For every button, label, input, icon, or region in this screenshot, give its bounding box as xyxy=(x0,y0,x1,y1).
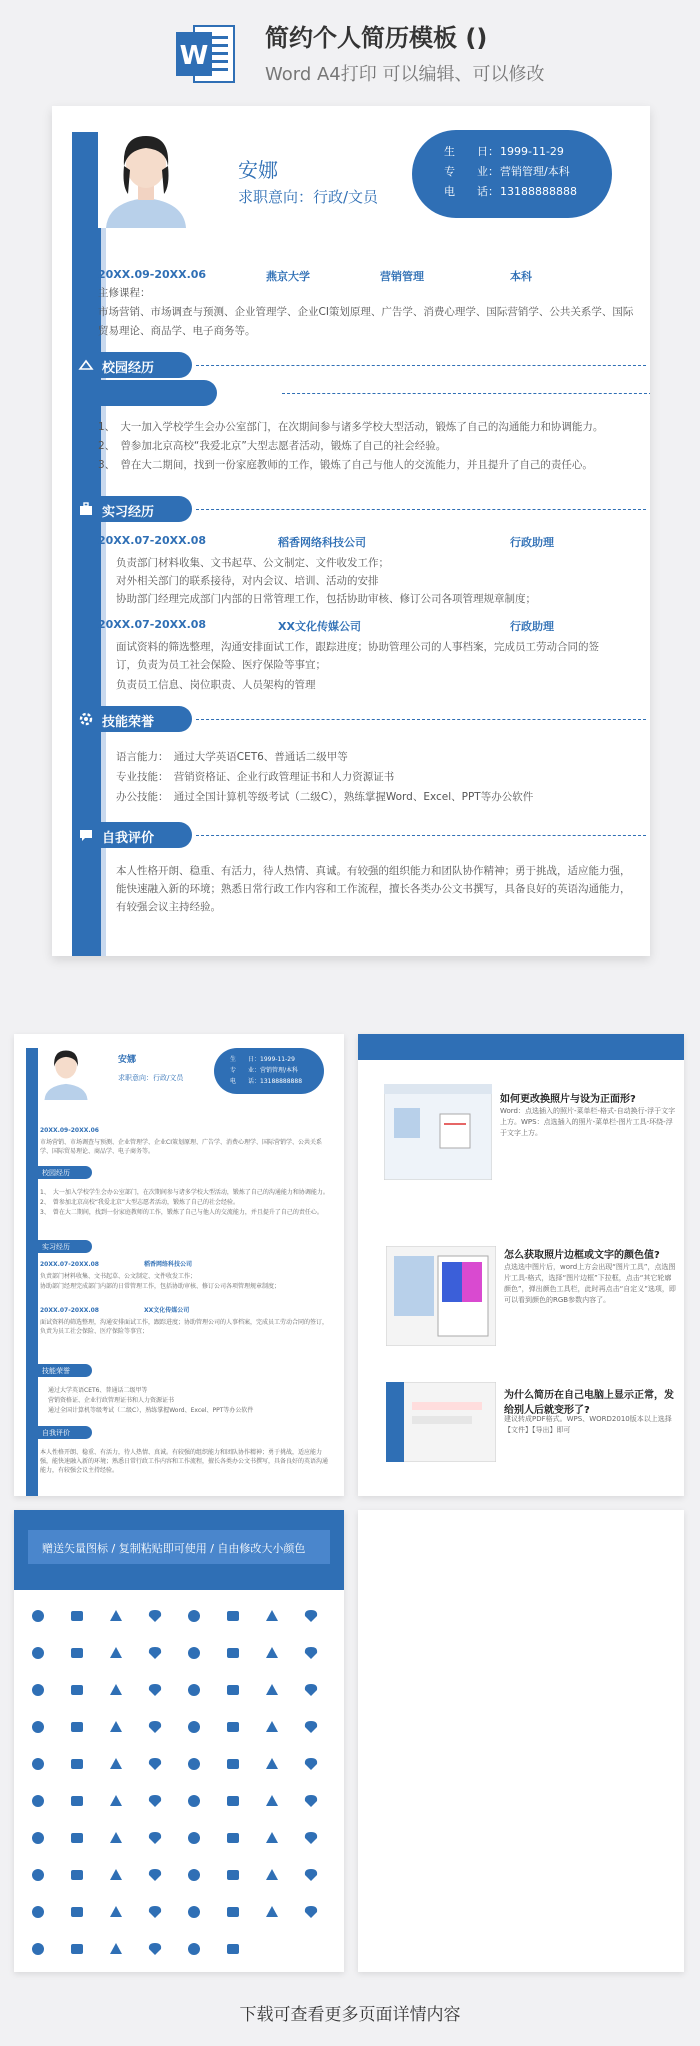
section-internship-header: 实习经历 xyxy=(72,496,192,522)
job-duty: 面试资料的筛选整理，沟通安排面试工作，跟踪进度；协助管理公司的人事档案，完成员工劳动合同的签订，负责为员工社会保险、医疗保险等事宜； xyxy=(116,641,599,671)
vector-icon xyxy=(110,1943,122,1954)
vector-icon xyxy=(149,1795,161,1807)
vector-icon xyxy=(32,1758,44,1770)
mini-job-company: XX文化传媒公司 xyxy=(144,1307,190,1314)
mini-job-duty: 协助部门经理完成部门内部的日常管理工作，包括协助审核、修订公司各项管理规章制度； xyxy=(40,1283,281,1290)
vector-icon xyxy=(188,1721,200,1733)
vector-icon xyxy=(188,1684,200,1696)
job-duty: 负责员工信息、岗位职责、人员架构的管理 xyxy=(116,679,316,691)
mini-info-box: 生 日：1999-11-29 专 业：营销管理/本科 电 话：13188888888 xyxy=(214,1048,324,1094)
tip2-title: 怎么获取照片边框或文字的颜色值? xyxy=(504,1250,660,1261)
vector-icon xyxy=(149,1721,161,1733)
tip1-body: Word：点选插入的照片-菜单栏-格式-自动换行-浮于文字上方。WPS：点选插入的照片-菜单栏-图片工具-环绕-浮于文字上方。 xyxy=(500,1107,676,1137)
vector-icon xyxy=(110,1906,122,1917)
thumbnail-icons xyxy=(14,1510,344,1972)
mini-self-eval: 本人性格开朗、稳重、有活力，待人热情、真诚。有较强的组织能力和团队协作精神；勇于挑战，适应能力强，能快速融入新的环境；熟悉日常行政工作内容和工作流程，擅长各类办公文书撰写，具备良好的英语沟通能力，有较强会议主持经验。 xyxy=(40,1449,329,1474)
vector-icon xyxy=(188,1832,200,1844)
vector-icon xyxy=(149,1832,161,1844)
vector-icon xyxy=(188,1647,200,1659)
vector-icon xyxy=(305,1684,317,1696)
vector-icon xyxy=(305,1721,317,1733)
vector-icon xyxy=(227,1870,239,1880)
svg-text:W: W xyxy=(179,41,209,71)
vector-icon xyxy=(110,1721,122,1732)
tip2-body: 点选选中图片后，word上方会出现“图片工具”，点选图片工具-格式，选择“图片边框”下拉框，点击“其它轮廓颜色”，弹出颜色工具栏，此时再点击“自定义”选项，即可以看到颜色的RGB参数内容了。 xyxy=(504,1263,676,1304)
section-skills-header: 技能荣誉 xyxy=(72,706,192,732)
vector-icon xyxy=(71,1870,83,1880)
vector-icon xyxy=(188,1610,200,1622)
tip2-screenshot xyxy=(386,1246,496,1346)
mini-name: 安娜 xyxy=(118,1055,137,1065)
campus-item: 1、 大一加入学校学生会办公室部门，在次期间参与诸多学校大型活动，锻炼了自己的沟通能力和协调能力。 xyxy=(98,421,604,433)
mini-job-duty: 面试资料的筛选整理，沟通安排面试工作，跟踪进度；协助管理公司的人事档案，完成员工劳动合同的签订，负责为员工社会保险、医疗保险等事宜； xyxy=(40,1319,329,1335)
mini-job-duty: 负责部门材料收集、文书起草、公文制定、文件收发工作； xyxy=(40,1273,197,1280)
personal-info-box xyxy=(412,130,612,218)
section-skills xyxy=(72,706,650,732)
skill-item: 专业技能： 营销资格证、企业行政管理证书和人力资源证书 xyxy=(116,771,395,783)
job-duty: 对外相关部门的联系接待，对内会议、培训、活动的安排 xyxy=(116,575,379,587)
vector-icon xyxy=(305,1795,317,1807)
vector-icon xyxy=(110,1610,122,1621)
vector-icon xyxy=(266,1647,278,1658)
vector-icon xyxy=(32,1610,44,1622)
vector-icon xyxy=(71,1648,83,1658)
campus-item: 2、 曾参加北京高校“我爱北京”大型志愿者活动，锻炼了自己的社会经验。 xyxy=(98,440,447,452)
campus-sub-bar xyxy=(72,380,217,406)
vector-icon xyxy=(32,1832,44,1844)
vector-icon xyxy=(71,1759,83,1769)
vector-icon xyxy=(227,1722,239,1732)
vector-icon xyxy=(305,1869,317,1881)
info-birthday: 生 日：1999-11-29 xyxy=(444,145,564,158)
section-divider-2 xyxy=(282,393,650,394)
vector-icon xyxy=(227,1611,239,1621)
tip3-title: 为什么简历在自己电脑上显示正常，发给别人后就变形了? xyxy=(504,1390,674,1416)
vector-icon xyxy=(110,1684,122,1695)
vector-icon xyxy=(227,1944,239,1954)
vector-icon xyxy=(305,1906,317,1918)
job-period: 20XX.07-20XX.08 xyxy=(98,534,207,547)
edu-courses: 主修课程： 市场营销、市场调查与预测、企业管理学、企业CI策划原理、广告学、消费心理学、国际营销学、公共关系学、国际贸易理论、商品学、电子商务等。 xyxy=(98,287,634,337)
mini-campus-item: 1、 大一加入学校学生会办公室部门，在次期间参与诸多学校大型活动，锻炼了自己的沟通能力和协调能力。 xyxy=(40,1189,329,1196)
vector-icon xyxy=(71,1611,83,1621)
job-role: 行政助理 xyxy=(510,536,554,549)
mini-job-company: 稻香网络科技公司 xyxy=(144,1261,193,1268)
vector-icon xyxy=(32,1647,44,1659)
section-divider xyxy=(196,509,646,510)
vector-icon xyxy=(266,1869,278,1880)
banner-title: 简约个人简历模板 () xyxy=(265,24,488,52)
vector-icon xyxy=(188,1943,200,1955)
vector-icon xyxy=(305,1832,317,1844)
mini-skill-item: 通过全国计算机等级考试（二级C），熟练掌握Word、Excel、PPT等办公软件 xyxy=(48,1407,254,1414)
vector-icon xyxy=(110,1869,122,1880)
mini-section-internship: 实习经历 xyxy=(26,1240,92,1253)
section-campus-header: 校园经历 xyxy=(72,352,192,378)
mini-campus-item: 2、 曾参加北京高校“我爱北京”大型志愿者活动，锻炼了自己的社会经验。 xyxy=(40,1199,240,1206)
mini-edu-courses: 市场营销、市场调查与预测、企业管理学、企业CI策划原理、广告学、消费心理学、国际营销学、公共关系学、国际贸易理论、商品学、电子商务等。 xyxy=(40,1139,322,1155)
vector-icon xyxy=(71,1944,83,1954)
candidate-name: 安娜 xyxy=(238,158,278,182)
vector-icon xyxy=(266,1610,278,1621)
mini-campus-item: 3、 曾在大二期间，找到一份家庭教师的工作，锻炼了自己与他人的交流能力，并且提升了自己的责任心。 xyxy=(40,1209,323,1216)
vector-icon xyxy=(110,1795,122,1806)
mini-edu-period: 20XX.09-20XX.06 xyxy=(40,1127,99,1134)
banner-subtitle: Word A4打印 可以编辑、可以修改 xyxy=(265,64,545,85)
thumbnail-blank xyxy=(358,1510,684,1972)
vector-icon xyxy=(32,1943,44,1955)
vector-icon xyxy=(149,1758,161,1770)
tip1-screenshot xyxy=(384,1084,492,1180)
section-internship xyxy=(72,496,650,522)
job-role: 行政助理 xyxy=(510,620,554,633)
icons-header-title: 赠送矢量图标 / 复制粘贴即可使用 / 自由修改大小颜色 xyxy=(28,1530,330,1564)
job-duty: 负责部门材料收集、文书起草、公文制定、文件收发工作； xyxy=(116,557,389,569)
vector-icon xyxy=(188,1758,200,1770)
vector-icon xyxy=(71,1796,83,1806)
self-eval-text: 本人性格开朗、稳重、有活力，待人热情、真诚。有较强的组织能力和团队协作精神；勇于挑战，适应能力强，能快速融入新的环境；熟悉日常行政工作内容和工作流程，擅长各类办公文书撰写，具备良好的英语沟通能力，有较强会议主持经验。 xyxy=(116,865,631,913)
vector-icon xyxy=(266,1758,278,1769)
footer-note: 下载可查看更多页面详情内容 xyxy=(239,2005,461,2025)
vector-icon xyxy=(32,1869,44,1881)
thumbnail-tips xyxy=(358,1034,684,1496)
vector-icon xyxy=(32,1906,44,1918)
edu-major: 营销管理 xyxy=(380,270,424,283)
vector-icon xyxy=(71,1907,83,1917)
skill-item: 语言能力： 通过大学英语CET6、普通话二级甲等 xyxy=(116,751,348,763)
edu-school: 燕京大学 xyxy=(266,270,310,283)
section-divider xyxy=(196,719,646,720)
vector-icon xyxy=(305,1647,317,1659)
skill-item: 办公技能： 通过全国计算机等级考试（二级C），熟练掌握Word、Excel、PPT等办公软件 xyxy=(116,791,534,803)
vector-icon xyxy=(266,1832,278,1843)
icon-grid xyxy=(24,1602,334,1962)
vector-icon xyxy=(227,1759,239,1769)
vector-icon xyxy=(305,1610,317,1622)
vector-icon xyxy=(227,1685,239,1695)
vector-icon xyxy=(110,1758,122,1769)
vector-icon xyxy=(266,1721,278,1732)
tip3-screenshot xyxy=(386,1382,496,1462)
thumbnail-resume xyxy=(14,1034,344,1496)
edu-period: 20XX.09-20XX.06 xyxy=(98,268,207,281)
vector-icon xyxy=(149,1647,161,1659)
vector-icon xyxy=(71,1833,83,1843)
job-company: XX文化传媒公司 xyxy=(278,620,361,633)
mini-job-period: 20XX.07-20XX.08 xyxy=(40,1261,99,1268)
job-intent: 求职意向：行政/文员 xyxy=(238,188,379,206)
vector-icon xyxy=(188,1795,200,1807)
job-duty: 协助部门经理完成部门内部的日常管理工作，包括协助审核、修订公司各项管理规章制度； xyxy=(116,593,536,605)
section-campus xyxy=(72,352,650,378)
vector-icon xyxy=(227,1796,239,1806)
section-divider xyxy=(196,835,646,836)
resume-page xyxy=(52,106,650,956)
vector-icon xyxy=(32,1795,44,1807)
vector-icon xyxy=(227,1833,239,1843)
vector-icon xyxy=(266,1906,278,1917)
gear-icon xyxy=(78,711,94,727)
campus-icon xyxy=(78,357,94,373)
vector-icon xyxy=(32,1684,44,1696)
profile-photo xyxy=(98,124,194,228)
vector-icon xyxy=(110,1832,122,1843)
vector-icon xyxy=(149,1610,161,1622)
info-phone: 电 话：13188888888 xyxy=(444,185,577,198)
vector-icon xyxy=(149,1906,161,1918)
vector-icon xyxy=(188,1869,200,1881)
vector-icon xyxy=(110,1647,122,1658)
section-self-eval xyxy=(72,822,650,848)
info-major: 专 业：营销管理/本科 xyxy=(444,165,570,178)
vector-icon xyxy=(266,1795,278,1806)
job-period: 20XX.07-20XX.08 xyxy=(98,618,207,631)
vector-icon xyxy=(149,1943,161,1955)
mini-skill-item: 通过大学英语CET6、普通话二级甲等 xyxy=(48,1387,148,1394)
tip1-title: 如何更改换照片与设为正面形? xyxy=(500,1094,636,1105)
section-divider xyxy=(196,365,646,366)
mini-profile-photo xyxy=(40,1044,92,1100)
vector-icon xyxy=(149,1869,161,1881)
section-self-eval-header: 自我评价 xyxy=(72,822,192,848)
vector-icon xyxy=(188,1906,200,1918)
vector-icon xyxy=(149,1684,161,1696)
mini-section-skills: 技能荣誉 xyxy=(26,1364,92,1377)
edu-degree: 本科 xyxy=(510,270,532,283)
mini-section-campus: 校园经历 xyxy=(26,1166,92,1179)
briefcase-icon xyxy=(78,501,94,517)
campus-extra-bar xyxy=(72,380,650,406)
job-company: 稻香网络科技公司 xyxy=(278,536,366,549)
tips-header-bar xyxy=(358,1034,684,1060)
vector-icon xyxy=(227,1648,239,1658)
vector-icon xyxy=(305,1758,317,1770)
tip3-body: 建议转成PDF格式。WPS、WORD2010版本以上选择【文件】【导出】即可 xyxy=(504,1415,672,1434)
vector-icon xyxy=(32,1721,44,1733)
word-icon xyxy=(174,22,238,86)
mini-section-self-eval: 自我评价 xyxy=(26,1426,92,1439)
icons-header xyxy=(14,1510,344,1590)
mini-intent: 求职意向：行政/文员 xyxy=(118,1074,184,1082)
vector-icon xyxy=(227,1907,239,1917)
vector-icon xyxy=(71,1685,83,1695)
vector-icon xyxy=(71,1722,83,1732)
mini-job-period: 20XX.07-20XX.08 xyxy=(40,1307,99,1314)
chat-bubble-icon xyxy=(78,827,94,843)
vector-icon xyxy=(266,1684,278,1695)
campus-item: 3、 曾在大二期间，找到一份家庭教师的工作，锻炼了自己与他人的交流能力，并且提升了自己的责任心。 xyxy=(98,459,593,471)
mini-skill-item: 营销资格证、企业行政管理证书和人力资源证书 xyxy=(48,1397,175,1404)
banner-header xyxy=(0,0,700,92)
